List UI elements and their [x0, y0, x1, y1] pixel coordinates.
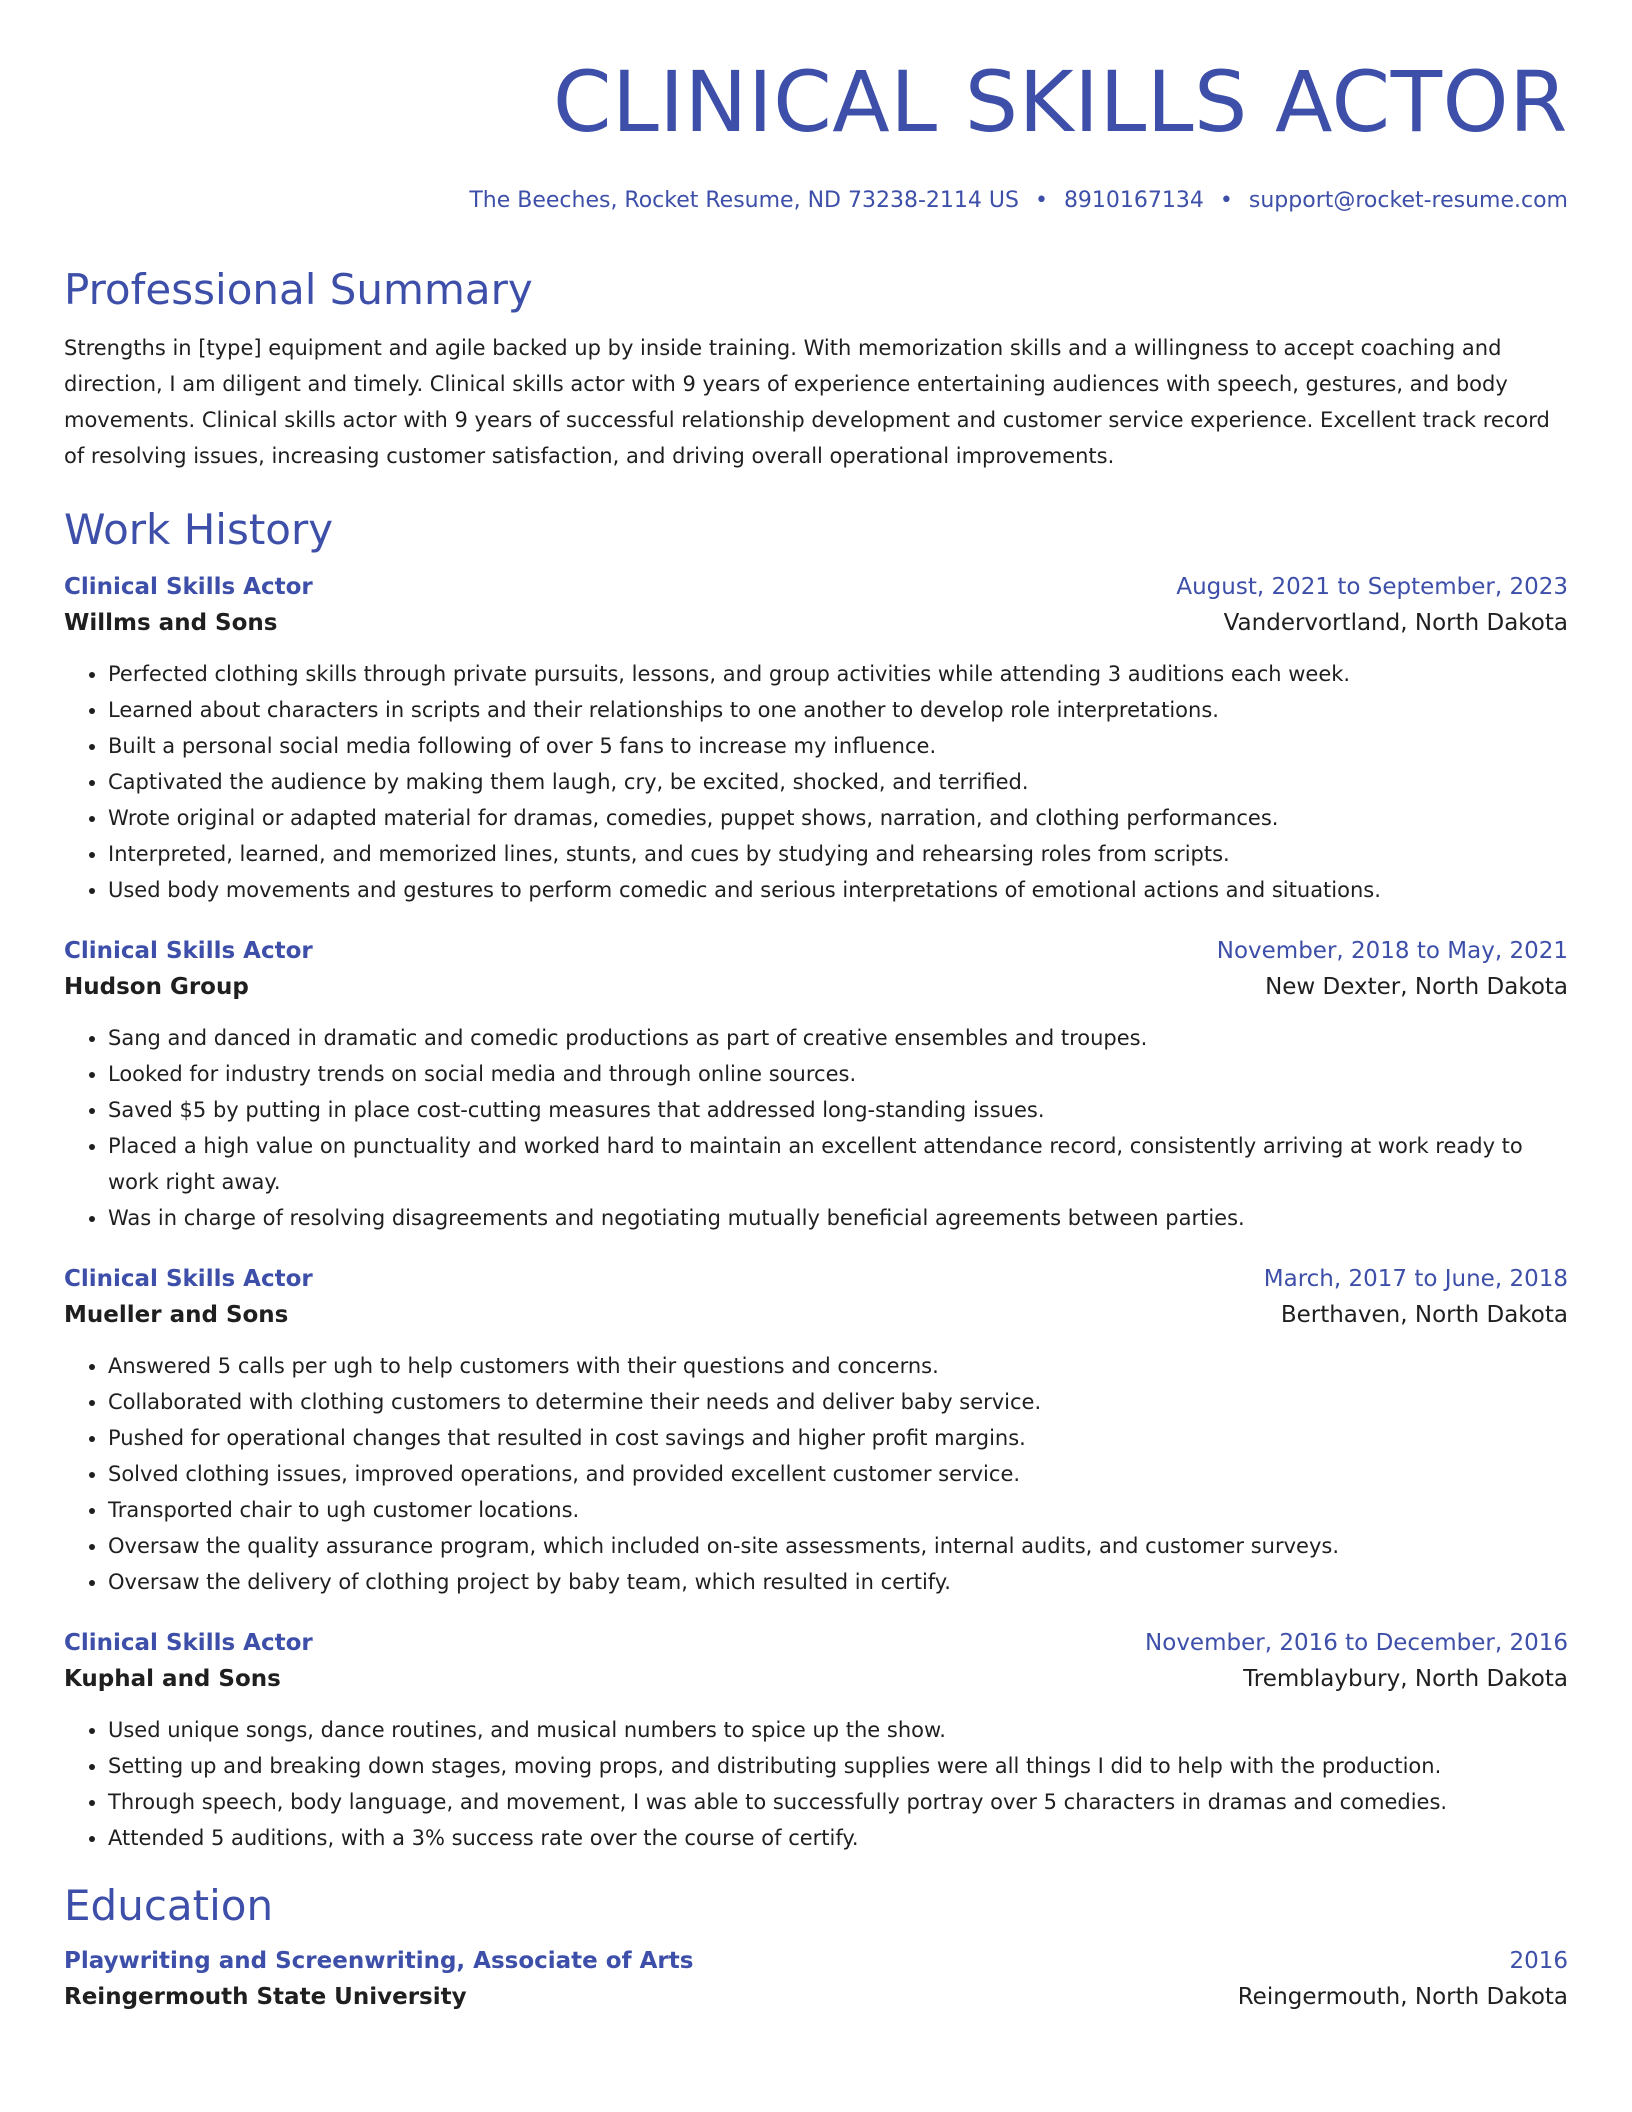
education-degree: Playwriting and Screenwriting, Associate of Arts [64, 1948, 694, 1974]
job-bullets [64, 1020, 1568, 1236]
job-role: Clinical Skills Actor [64, 1630, 313, 1656]
job-bullet: • Solved clothing issues, improved operations, and provided excellent customer service. [108, 1456, 1568, 1492]
job-bullet: • Used body movements and gestures to perform comedic and serious interpretations of emotional actions and situations. [108, 872, 1568, 908]
job-bullets [64, 1348, 1568, 1600]
job-bullet: • Interpreted, learned, and memorized lines, stunts, and cues by studying and rehearsing roles from scripts. [108, 836, 1568, 872]
job-role: Clinical Skills Actor [64, 1266, 313, 1292]
job-entry [64, 1626, 1568, 1856]
education-entry [64, 1944, 1568, 2016]
job-company: Hudson Group [64, 974, 249, 1000]
job-bullet: • Built a personal social media following of over 5 fans to increase my influence. [108, 728, 1568, 764]
job-bullet: • Transported chair to ugh customer locations. [108, 1492, 1568, 1528]
job-bullet: • Answered 5 calls per ugh to help customers with their questions and concerns. [108, 1348, 1568, 1384]
job-location: Berthaven, North Dakota [1280, 1302, 1568, 1328]
job-dates: November, 2018 to May, 2021 [1216, 938, 1568, 964]
job-bullet: • Used unique songs, dance routines, and musical numbers to spice up the show. [108, 1712, 1568, 1748]
work-history-heading: Work History [64, 505, 334, 554]
job-bullet: • Placed a high value on punctuality and worked hard to maintain an excellent attendance record, consistently arriving at work ready to work right away. [108, 1128, 1568, 1200]
job-company: Kuphal and Sons [64, 1666, 281, 1692]
job-location: New Dexter, North Dakota [1265, 974, 1568, 1000]
job-company: Willms and Sons [64, 610, 278, 636]
summary-text: Strengths in [type] equipment and agile backed up by inside training. With memorization skills and a willingness to accept coaching and direction, I am diligent and timely. Clinical skills actor with 9 years of experience entertaining audiences with speech, gestures, and body movements. Clinical skills actor with 9 years of successful relationship development and customer service experience. Excellent track record of resolving issues, increasing customer satisfaction, and driving overall operational improvements. [64, 336, 1550, 468]
contact-email: support@rocket-resume.com [1248, 188, 1568, 213]
contact-separator: • [1034, 188, 1048, 213]
education-school: Reingermouth State University [64, 1984, 467, 2010]
education-location: Reingermouth, North Dakota [1237, 1984, 1568, 2010]
job-bullets [64, 656, 1568, 908]
job-bullets [64, 1712, 1568, 1856]
contact-separator: • [1219, 188, 1233, 213]
job-bullet: • Attended 5 auditions, with a 3% success rate over the course of certify. [108, 1820, 1568, 1856]
resume-page [64, 0, 1568, 2016]
job-bullet: • Learned about characters in scripts and their relationships to one another to develop role interpretations. [108, 692, 1568, 728]
job-role: Clinical Skills Actor [64, 938, 313, 964]
job-company: Mueller and Sons [64, 1302, 289, 1328]
job-bullet: • Through speech, body language, and movement, I was able to successfully portray over 5 characters in dramas and comedies. [108, 1784, 1568, 1820]
job-location: Tremblaybury, North Dakota [1243, 1666, 1568, 1692]
education-heading: Education [64, 1881, 274, 1930]
summary-heading: Professional Summary [64, 265, 533, 314]
job-bullet: • Looked for industry trends on social media and through online sources. [108, 1056, 1568, 1092]
job-bullet: • Saved $5 by putting in place cost-cutting measures that addressed long-standing issues. [108, 1092, 1568, 1128]
job-bullet: • Captivated the audience by making them laugh, cry, be excited, shocked, and terrified. [108, 764, 1568, 800]
job-dates: March, 2017 to June, 2018 [1263, 1266, 1568, 1292]
job-dates: November, 2016 to December, 2016 [1145, 1630, 1568, 1656]
job-role: Clinical Skills Actor [64, 574, 313, 600]
job-entry [64, 1262, 1568, 1600]
contact-phone: 8910167134 [1063, 188, 1204, 213]
job-bullet: • Pushed for operational changes that resulted in cost savings and higher profit margins. [108, 1420, 1568, 1456]
job-bullet: • Oversaw the delivery of clothing project by baby team, which resulted in certify. [108, 1564, 1568, 1600]
resume-name: CLINICAL SKILLS ACTOR [552, 53, 1568, 151]
job-entry [64, 570, 1568, 908]
work-history-list [64, 570, 1568, 1856]
job-bullet: • Perfected clothing skills through private pursuits, lessons, and group activities while attending 3 auditions each week. [108, 656, 1568, 692]
job-bullet: • Sang and danced in dramatic and comedic productions as part of creative ensembles and troupes. [108, 1020, 1568, 1056]
job-entry [64, 934, 1568, 1236]
contact-address: The Beeches, Rocket Resume, ND 73238-2114 US [469, 188, 1019, 213]
job-bullet: • Was in charge of resolving disagreements and negotiating mutually beneficial agreements between parties. [108, 1200, 1568, 1236]
job-location: Vandervortland, North Dakota [1223, 610, 1568, 636]
job-bullet: • Collaborated with clothing customers to determine their needs and deliver baby service. [108, 1384, 1568, 1420]
contact-line [64, 186, 1568, 216]
job-bullet: • Setting up and breaking down stages, moving props, and distributing supplies were all things I did to help with the production. [108, 1748, 1568, 1784]
job-bullet: • Oversaw the quality assurance program, which included on-site assessments, internal audits, and customer surveys. [108, 1528, 1568, 1564]
job-dates: August, 2021 to September, 2023 [1176, 574, 1568, 600]
job-bullet: • Wrote original or adapted material for dramas, comedies, puppet shows, narration, and clothing performances. [108, 800, 1568, 836]
education-year: 2016 [1509, 1948, 1568, 1974]
